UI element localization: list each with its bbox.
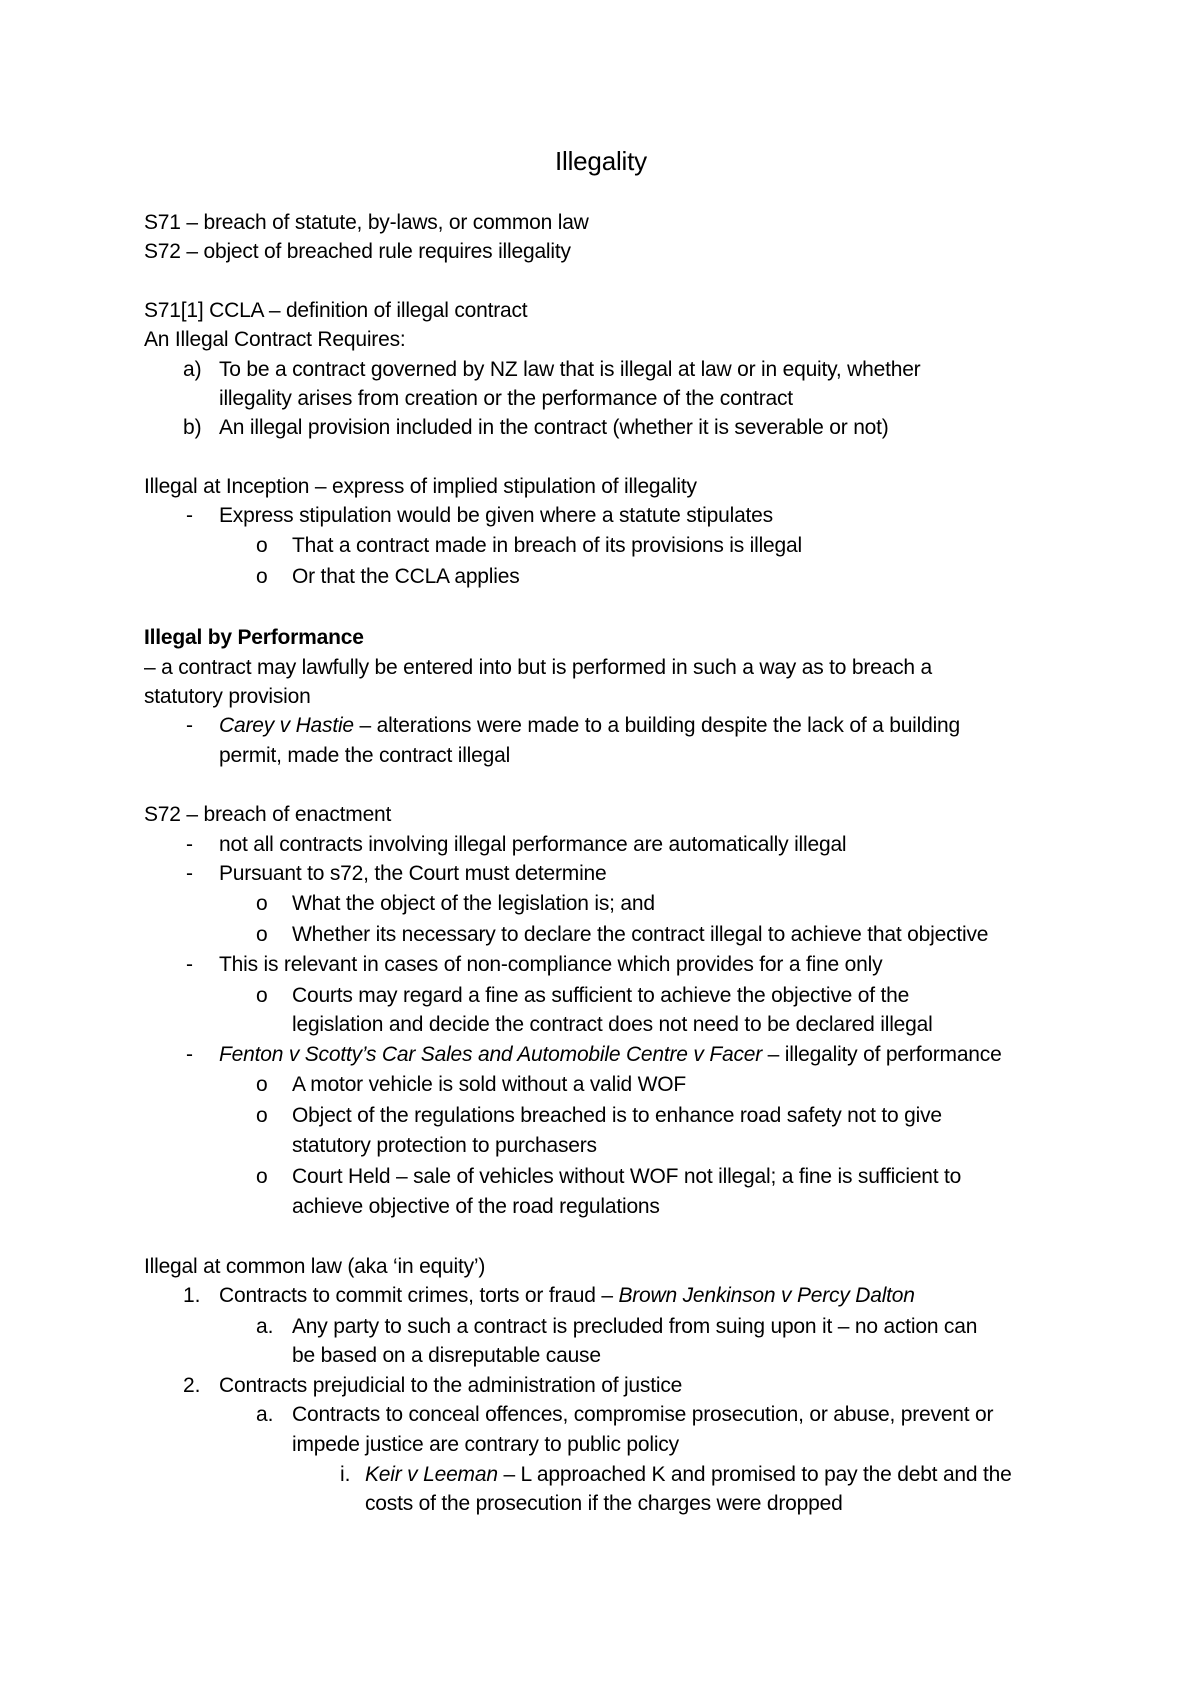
list-marker: a. [256,1403,274,1426]
performance-heading: Illegal by Performance [144,626,364,649]
list-item-text: An illegal provision included in the contract (whether it is severable or not) [219,416,889,439]
circle-marker: o [256,1165,268,1188]
list-item-text [219,1283,915,1309]
dash-marker: - [186,862,193,885]
dash-marker: - [186,833,193,856]
dash-marker: - [186,714,193,737]
case-text: permit, made the contract illegal [219,744,511,767]
case-line [219,1042,1002,1068]
case-line [365,1462,1012,1488]
case-name: Fenton v Scotty’s Car Sales and Automobile Centre v Facer [219,1043,763,1066]
list-marker: a) [183,358,202,381]
bullet-text: This is relevant in cases of non-compliance which provides for a fine only [219,953,883,976]
circle-marker: o [256,534,268,557]
circle-marker: o [256,892,268,915]
performance-desc: statutory provision [144,685,311,708]
list-item-text: illegality arises from creation or the performance of the contract [219,387,793,410]
case-text: – illegality of performance [762,1043,1002,1066]
bullet-text: not all contracts involving illegal performance are automatically illegal [219,833,847,856]
bullet-text: Pursuant to s72, the Court must determine [219,862,607,885]
dash-marker: - [186,504,193,527]
requires-line: An Illegal Contract Requires: [144,328,406,351]
circle-marker: o [256,1073,268,1096]
item-text: Contracts to commit crimes, torts or fraud – [219,1284,619,1307]
s71-summary: S71 – breach of statute, by-laws, or common law [144,211,589,234]
list-item-text: Contracts prejudicial to the administration of justice [219,1374,683,1397]
sub-item-text: impede justice are contrary to public policy [292,1433,679,1456]
performance-desc: – a contract may lawfully be entered into but is performed in such a way as to breach a [144,656,933,679]
list-marker: 2. [183,1374,201,1397]
sub-bullet-text: That a contract made in breach of its provisions is illegal [292,534,802,557]
sub-bullet-text: Whether its necessary to declare the contract illegal to achieve that objective [292,923,989,946]
sub-item-text: be based on a disreputable cause [292,1344,601,1367]
sub-bullet-text: A motor vehicle is sold without a valid WOF [292,1073,687,1096]
s72-heading: S72 – breach of enactment [144,803,392,826]
case-line [219,713,960,739]
inception-heading: Illegal at Inception – express of implied stipulation of illegality [144,475,697,498]
bullet-text: Express stipulation would be given where a statute stipulates [219,504,773,527]
common-law-heading: Illegal at common law (aka ‘in equity’) [144,1255,486,1278]
case-text: costs of the prosecution if the charges were dropped [365,1492,843,1515]
circle-marker: o [256,565,268,588]
list-item-text: To be a contract governed by NZ law that is illegal at law or in equity, whether [219,358,921,381]
sub-bullet-text: Or that the CCLA applies [292,565,520,588]
page-title: Illegality [555,146,647,176]
s72-summary: S72 – object of breached rule requires illegality [144,240,571,263]
sub-item-text: Contracts to conceal offences, compromise prosecution, or abuse, prevent or [292,1403,994,1426]
sub-bullet-text: What the object of the legislation is; and [292,892,655,915]
sub-bullet-text: Court Held – sale of vehicles without WOF not illegal; a fine is sufficient to [292,1165,962,1188]
case-text: – L approached K and promised to pay the debt and the [497,1463,1012,1486]
circle-marker: o [256,923,268,946]
list-marker: 1. [183,1284,201,1307]
case-text: – alterations were made to a building despite the lack of a building [353,714,961,737]
sub-bullet-text: statutory protection to purchasers [292,1134,597,1157]
sub-bullet-text: Object of the regulations breached is to enhance road safety not to give [292,1104,942,1127]
sub-bullet-text: achieve objective of the road regulations [292,1195,660,1218]
sub-item-text: Any party to such a contract is precluded from suing upon it – no action can [292,1315,978,1338]
list-marker: a. [256,1315,274,1338]
sub-bullet-text: Courts may regard a fine as sufficient to achieve the objective of the [292,984,910,1007]
circle-marker: o [256,984,268,1007]
dash-marker: - [186,1043,193,1066]
dash-marker: - [186,953,193,976]
circle-marker: o [256,1104,268,1127]
sub-bullet-text: legislation and decide the contract does not need to be declared illegal [292,1013,933,1036]
list-marker: b) [183,416,202,439]
case-name: Brown Jenkinson v Percy Dalton [618,1284,915,1307]
list-marker: i. [340,1463,351,1486]
s71-1-heading: S71[1] CCLA – definition of illegal contract [144,299,528,322]
case-name: Keir v Leeman [365,1463,498,1486]
case-name: Carey v Hastie [219,714,354,737]
